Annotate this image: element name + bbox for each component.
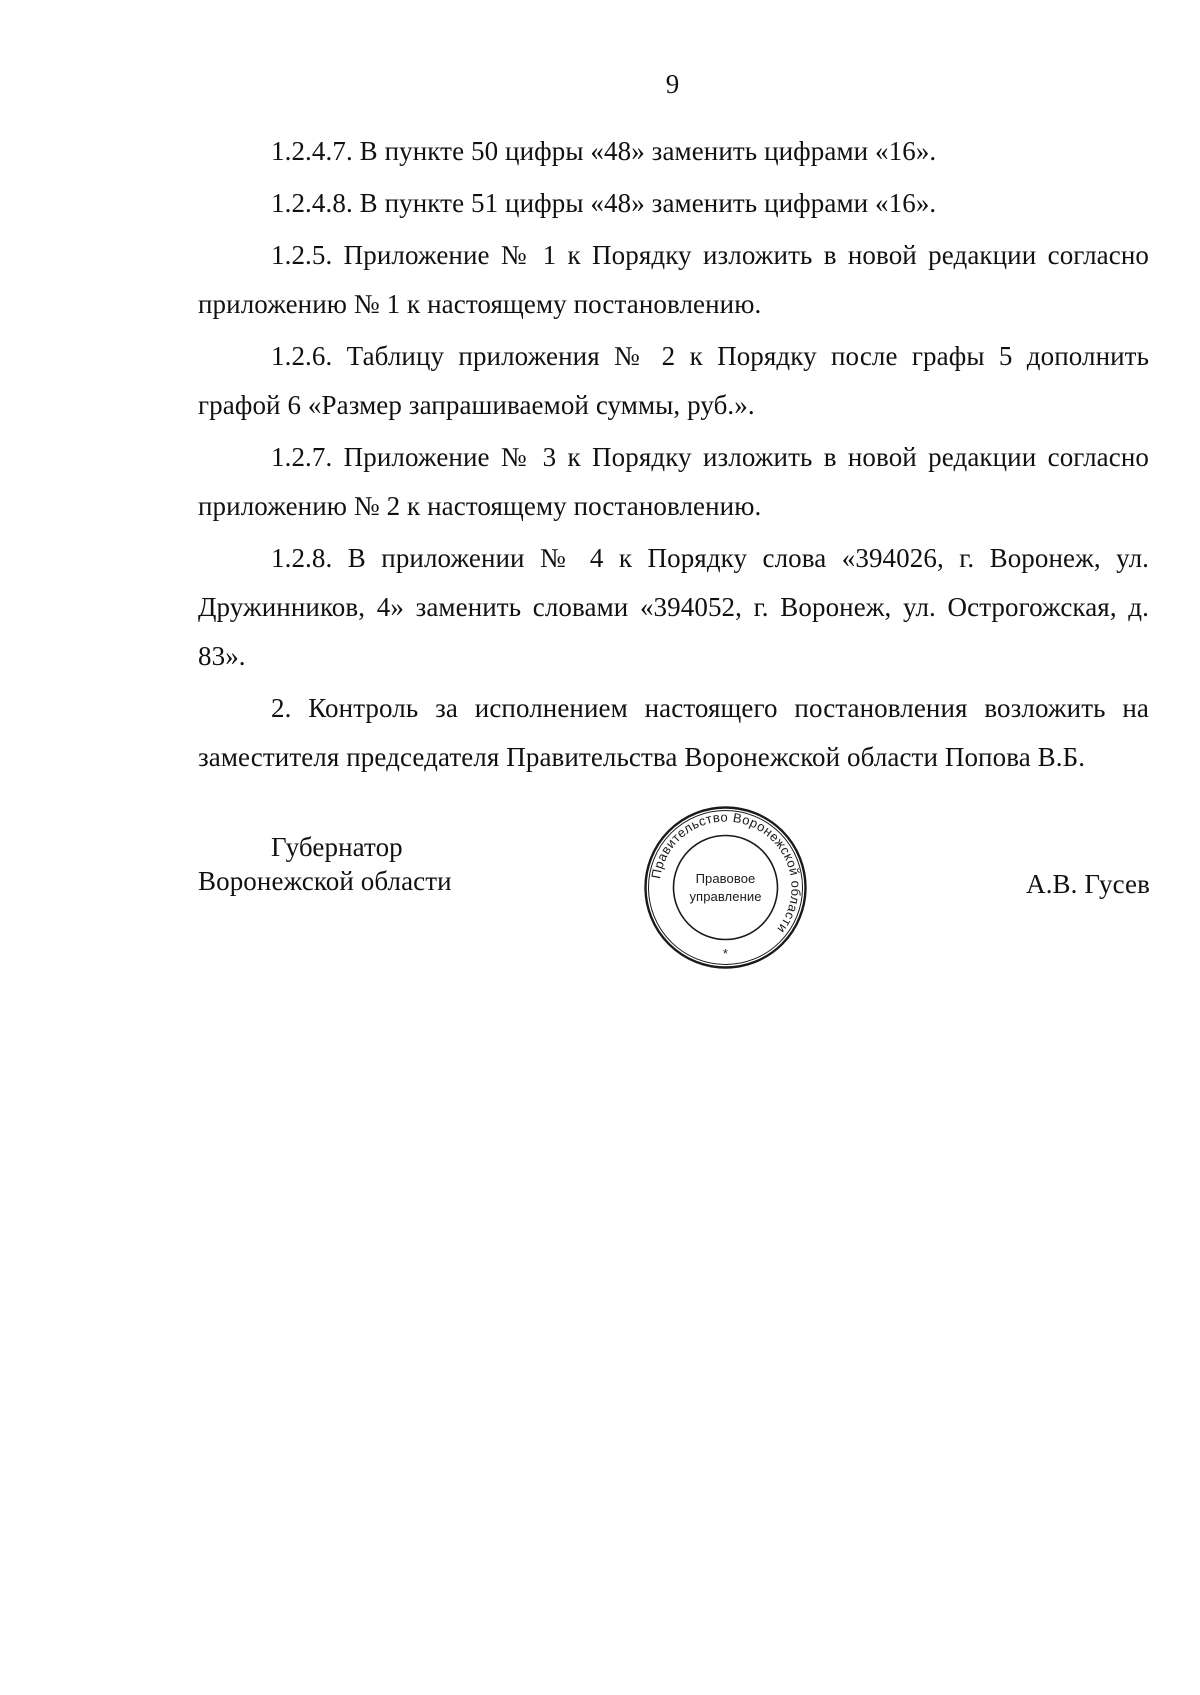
- signatory-title: [198, 830, 558, 898]
- stamp-inner-line-2: управление: [689, 889, 762, 904]
- page-number: 9: [665, 69, 680, 99]
- paragraph-1-2-8: 1.2.8. В приложении № 4 к Порядку слова «394026, г. Воронеж, ул. Дружинников, 4» заменить словами «394052, г. Воронеж, ул. Острогожская, д. 83».: [198, 543, 1149, 671]
- paragraph-1-2-6: 1.2.6. Таблицу приложения № 2 к Порядку после графы 5 дополнить графой 6 «Размер запрашиваемой суммы, руб.».: [198, 341, 1149, 420]
- signatory-title-line-2: Воронежской области: [198, 866, 452, 896]
- signatory-title-line-1: Губернатор: [271, 832, 403, 862]
- paragraph-2-control: 2. Контроль за исполнением настоящего постановления возложить на заместителя председателя Правительства Воронежской области Попова В.Б.: [198, 693, 1149, 772]
- stamp-outer-text: Правительство Воронежской области: [648, 809, 804, 937]
- stamp-seal-icon: [643, 805, 808, 970]
- paragraph-1-2-7: 1.2.7. Приложение № 3 к Порядку изложить в новой редакции согласно приложению № 2 к настоящему постановлению.: [198, 442, 1149, 521]
- paragraph-1-2-5: 1.2.5. Приложение № 1 к Порядку изложить в новой редакции согласно приложению № 1 к настоящему постановлению.: [198, 240, 1149, 319]
- stamp-inner-line-1: Правовое: [695, 871, 756, 886]
- document-body: [198, 127, 1149, 785]
- stamp-star: *: [722, 946, 729, 961]
- official-stamp: [643, 805, 808, 970]
- paragraph-1-2-4-7: 1.2.4.7. В пункте 50 цифры «48» заменить цифрами «16».: [271, 136, 937, 166]
- paragraph-1-2-4-8: 1.2.4.8. В пункте 51 цифры «48» заменить цифрами «16».: [271, 188, 937, 218]
- signatory-name: А.В. Гусев: [1026, 869, 1150, 899]
